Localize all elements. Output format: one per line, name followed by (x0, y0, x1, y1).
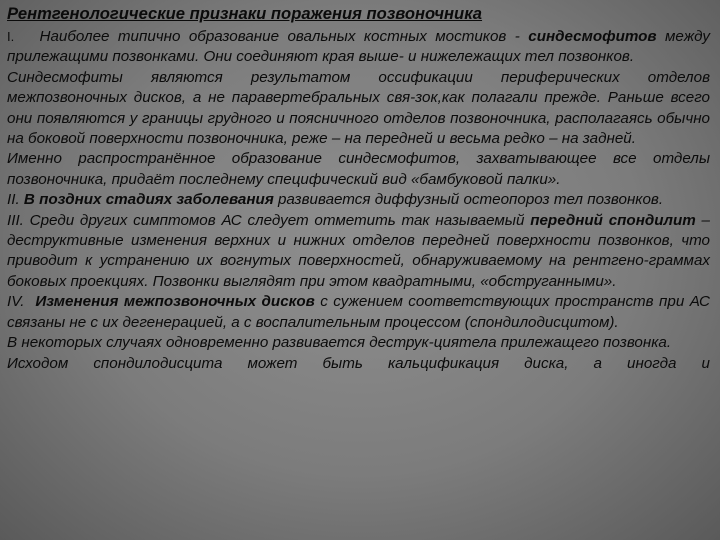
term-anterior-spondylitis: передний спондилит (530, 211, 696, 229)
disc-changes-heading: Изменения межпозвоночных дисков (35, 293, 315, 311)
roman-marker-4: IV. (7, 293, 25, 311)
slide-body (7, 27, 710, 374)
paragraph-5-text-b: – деструктивные изменения верхних и нижних отделов передней поверхности позвонков, что приводит к устранению их вогнутых поверхностей, обнаруживаемому на рентгено-граммах боковых проекциях. Позвонки выглядят при этом квадратными, «обструганными». (7, 211, 710, 290)
late-stage-heading: В поздних стадиях заболевания (23, 191, 274, 209)
paragraph-7: В некоторых случаях одновременно развивается деструк-циятела прилежащего позвонка. (7, 334, 672, 352)
term-syndesmophytes: синдесмофитов (528, 28, 657, 45)
roman-marker-2: II. (7, 191, 20, 209)
paragraph-2: Синдесмофиты являются результатом оссификации периферических отделов межпозвоночных дисков, а не паравертебральных свя-зок,как полагали прежде. Раньше всего они появляются у границы грудного и поясничного отделов позвоночника, располагаясь обычно на боковой поверхности позвоночника, реже – на передней и весьма редко – на задней. (7, 68, 710, 148)
paragraph-6 (7, 292, 710, 333)
paragraph-1-text-b: между прилежащими позвонками. Они соединяют края выше- и нижележащих тел позвонков. (7, 28, 710, 66)
paragraph-6-text: с сужением соответствующих пространств при АС связаны не с их дегенерацией, а с воспалительным процессом (спондилодисцитом). (7, 293, 710, 331)
paragraph-8: Исходом спондилодисцита может быть кальцификация диска, а иногда и (7, 354, 710, 372)
paragraph-3: Именно распространённое образование синдесмофитов, захватывающее все отделы позвоночника, придаёт последнему специфический вид «бамбуковой палки». (7, 150, 710, 188)
slide-title: Рентгенологические признаки поражения позвоночника (7, 4, 483, 23)
roman-marker-1: I. (7, 29, 15, 44)
paragraph-4 (7, 190, 710, 210)
paragraph-4-text: развивается диффузный остеопороз тел позвонков. (273, 191, 664, 209)
paragraph-5-text-a: III. Среди других симптомов АС следует отметить так называемый (7, 211, 531, 229)
paragraph-1-text-a: Наиболее типично образование овальных костных мостиков - (39, 28, 520, 45)
paragraph-1 (7, 27, 710, 68)
paragraph-5 (7, 211, 710, 293)
